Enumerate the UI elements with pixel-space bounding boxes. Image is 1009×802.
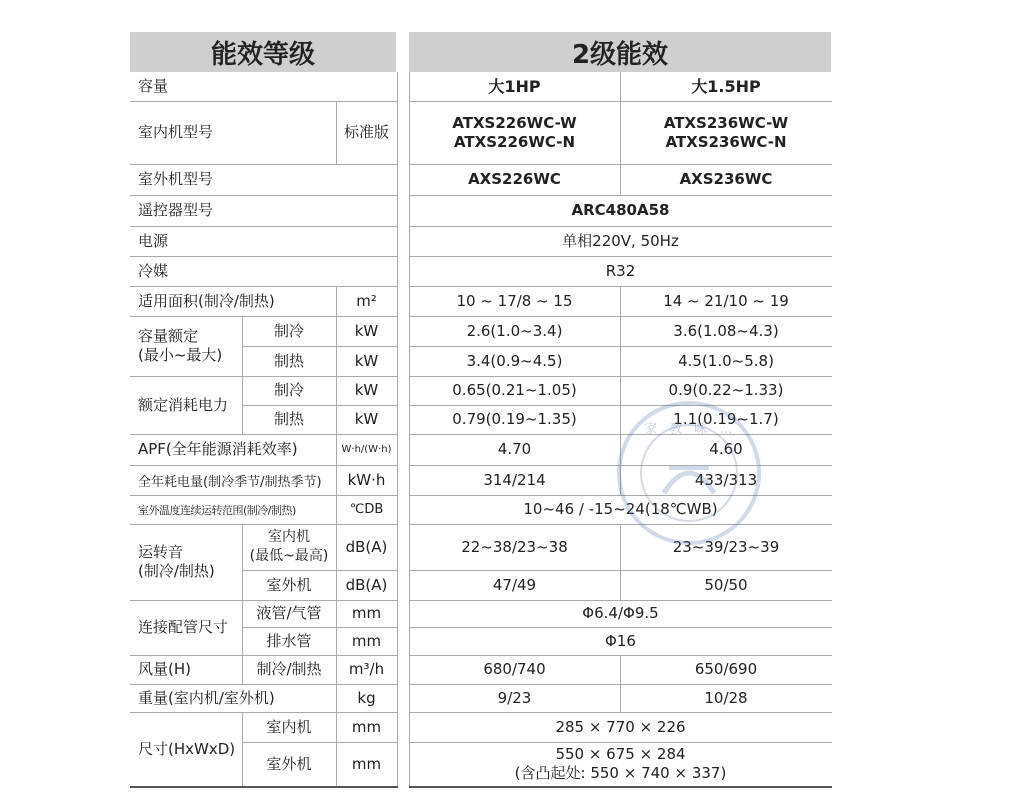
label-rated-cap-heat: 制热: [273, 351, 304, 370]
unit-airflow: m³/h: [348, 660, 385, 678]
label-power: 电源: [138, 231, 169, 250]
unit-size-outdoor: mm: [351, 754, 382, 773]
label-weight: 重量(室内机/室外机): [138, 688, 275, 707]
label-capacity: 容量: [138, 77, 169, 95]
value-power: 单相220V, 50Hz: [562, 231, 679, 250]
value-area-1: 10 ~ 17/8 ~ 15: [456, 291, 573, 310]
label-outdoor-model: 室外机型号: [138, 170, 214, 188]
label-pipe-drain: 排水管: [266, 631, 312, 650]
value-outdoor-model-1: AXS226WC: [468, 170, 561, 188]
label-size-outdoor: 室外机: [266, 754, 312, 773]
value-size-indoor: 285 × 770 × 226: [555, 717, 686, 736]
value-airflow-1: 680/740: [483, 660, 546, 678]
unit-rated-power-cool: kW: [354, 381, 379, 399]
value-outdoor-model-2: AXS236WC: [679, 170, 773, 188]
value-weight-2: 10/28: [704, 688, 748, 707]
unit-size-indoor: mm: [351, 717, 382, 736]
label-annual: 全年耗电量(制冷季节/制热季节): [138, 474, 322, 490]
unit-rated-power-heat: kW: [354, 410, 379, 428]
watermark-stamp-text: 家 教 咪 …: [644, 422, 737, 437]
label-rated-cap-cool: 制冷: [273, 321, 304, 340]
unit-outdoor-temp: ℃DB: [349, 502, 384, 517]
value-rated-power-cool-1: 0.65(0.21~1.05): [452, 381, 577, 399]
label-rated-capacity: 容量额定 (最小~最大): [138, 327, 223, 364]
value-capacity-2: 大1.5HP: [691, 77, 761, 96]
label-rated-power: 额定消耗电力: [138, 395, 229, 414]
value-area-2: 14 ~ 21/10 ~ 19: [663, 291, 789, 310]
label-airflow: 风量(H): [138, 660, 191, 678]
label-noise-outdoor: 室外机: [266, 575, 312, 594]
label-noise: 运转音 (制冷/制热): [138, 543, 215, 580]
value-rated-power-heat-2: 1.1(0.19~1.7): [673, 410, 779, 428]
label-noise-indoor: 室内机 (最低~最高): [249, 529, 329, 564]
label-pipe: 连接配管尺寸: [138, 618, 229, 636]
value-indoor-model-1: ATXS226WC-W ATXS226WC-N: [452, 113, 577, 151]
value-pipe-drain: Φ16: [605, 631, 636, 650]
value-noise-outdoor-2: 50/50: [704, 575, 748, 594]
value-rated-cap-heat-1: 3.4(0.9~4.5): [466, 351, 563, 370]
value-rated-power-cool-2: 0.9(0.22~1.33): [668, 381, 784, 399]
label-refrigerant: 冷媒: [138, 261, 169, 280]
value-noise-indoor-1: 22~38/23~38: [461, 537, 568, 556]
label-airflow-sub: 制冷/制热: [256, 660, 322, 678]
header-right: 2级能效: [409, 32, 831, 72]
unit-noise-outdoor: dB(A): [345, 575, 388, 594]
unit-pipe-drain: mm: [351, 631, 382, 650]
unit-apf: W·h/(W·h): [341, 444, 392, 455]
label-area: 适用面积(制冷/制热): [138, 291, 275, 310]
unit-area: m²: [356, 291, 377, 310]
unit-weight: kg: [357, 688, 376, 707]
label-rated-power-heat: 制热: [273, 410, 304, 428]
unit-annual: kW·h: [347, 470, 386, 489]
unit-rated-cap-cool: kW: [354, 321, 379, 340]
value-indoor-model-2: ATXS236WC-W ATXS236WC-N: [663, 113, 789, 151]
value-remote: ARC480A58: [571, 201, 670, 219]
label-indoor-model: 室内机型号: [138, 123, 214, 141]
value-annual-2: 433/313: [694, 470, 758, 489]
value-annual-1: 314/214: [483, 470, 546, 489]
value-apf-1: 4.70: [497, 440, 532, 458]
value-rated-cap-cool-1: 2.6(1.0~3.4): [466, 321, 563, 340]
unit-noise-indoor: dB(A): [345, 537, 388, 556]
value-outdoor-temp: 10~46 / -15~24(18℃WB): [523, 500, 718, 518]
value-refrigerant: R32: [605, 261, 636, 280]
label-apf: APF(全年能源消耗效率): [138, 440, 298, 458]
value-airflow-2: 650/690: [694, 660, 758, 678]
value-pipe-liquid: Φ6.4/Φ9.5: [582, 604, 659, 622]
label-pipe-liquid: 液管/气管: [256, 604, 322, 622]
value-rated-power-heat-1: 0.79(0.19~1.35): [452, 410, 577, 428]
value-capacity-1: 大1HP: [488, 77, 541, 96]
value-apf-2: 4.60: [709, 440, 743, 458]
value-size-outdoor: 550 × 675 × 284 (含凸起处: 550 × 740 × 337): [514, 745, 727, 782]
value-noise-indoor-2: 23~39/23~39: [672, 537, 780, 556]
value-rated-cap-heat-2: 4.5(1.0~5.8): [678, 351, 774, 370]
value-noise-outdoor-1: 47/49: [492, 575, 537, 594]
header-left: 能效等级: [130, 32, 396, 72]
label-outdoor-temp: 室外温度连续运转范围(制冷/制热): [138, 503, 296, 517]
label-rated-power-cool: 制冷: [273, 381, 304, 399]
value-weight-1: 9/23: [497, 688, 532, 707]
label-size-indoor: 室内机: [266, 717, 312, 736]
unit-rated-cap-heat: kW: [354, 351, 379, 370]
label-remote: 遥控器型号: [138, 201, 214, 219]
label-indoor-model-sub: 标准版: [343, 123, 389, 141]
unit-pipe-liquid: mm: [351, 604, 382, 622]
label-size: 尺寸(HxWxD): [138, 739, 236, 758]
value-rated-cap-cool-2: 3.6(1.08~4.3): [673, 321, 779, 340]
